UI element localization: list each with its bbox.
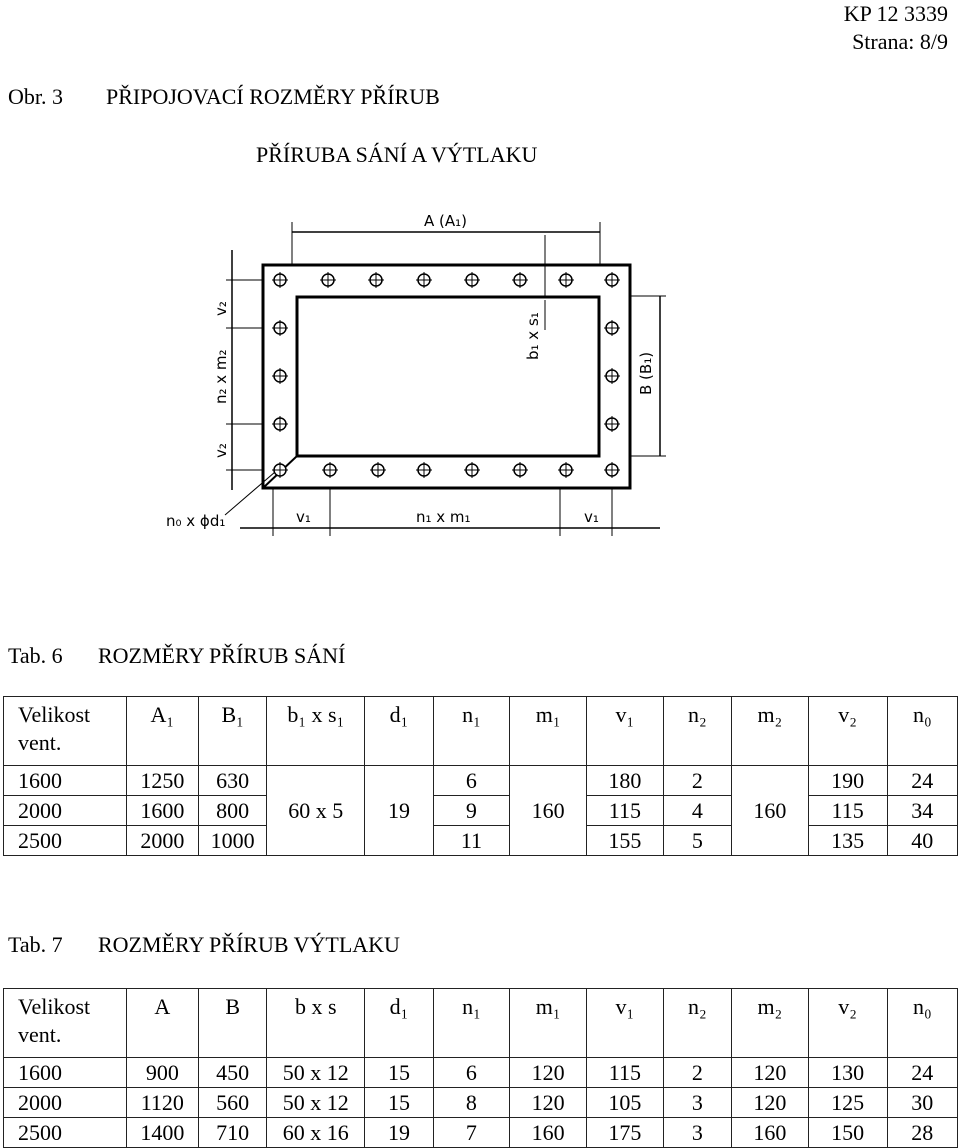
tab7-cell: 1120: [126, 1088, 198, 1118]
tab6-header-row: [4, 697, 958, 766]
tab7-cell: 50 x 12: [267, 1088, 365, 1118]
tab6-h-4: d₁: [365, 697, 433, 766]
table-row: [4, 766, 958, 796]
tab7-cell: 2: [663, 1058, 731, 1088]
tab7-cell: 120: [510, 1058, 587, 1088]
tab7-cell: 175: [587, 1118, 664, 1148]
tab7-cell: 2000: [4, 1088, 127, 1118]
table-row: [4, 1058, 958, 1088]
tab6-cell: 800: [199, 796, 267, 826]
tab6-h-11: n₀: [887, 697, 957, 766]
tab6-cell: 155: [587, 826, 664, 856]
tab6-cell: 2000: [126, 826, 198, 856]
tab6-cell: 11: [433, 826, 510, 856]
tab7-title: ROZMĚRY PŘÍRUB VÝTLAKU: [98, 932, 400, 957]
dim-bs-label: b₁ x s₁: [524, 312, 542, 360]
tab7-cell: 2500: [4, 1118, 127, 1148]
tab7-cell: 120: [731, 1058, 808, 1088]
tab6-h-3: b₁ x s₁: [267, 697, 365, 766]
tab7-cell: 28: [887, 1118, 957, 1148]
table-row: [4, 1088, 958, 1118]
tab6-h-6: m₁: [510, 697, 587, 766]
tab7-cell: 105: [587, 1088, 664, 1118]
tab6-h-7: v₁: [587, 697, 664, 766]
tab6-cell: 34: [887, 796, 957, 826]
tab7-cell: 19: [365, 1118, 433, 1148]
dim-b-label: B (B₁): [637, 351, 655, 395]
tab6-cell-merged: 60 x 5: [267, 766, 365, 856]
dim-n2m2-label: n₂ x m₂: [212, 349, 230, 404]
tab6-cell: 2000: [4, 796, 127, 826]
tab7-cell: 3: [663, 1088, 731, 1118]
tab7-cell: 1400: [126, 1118, 198, 1148]
page-number: Strana: 8/9: [852, 29, 948, 54]
tab6-h-1: A₁: [126, 697, 198, 766]
tab6-cell: 115: [808, 796, 887, 826]
tab7-h-0: Velikost vent.: [4, 989, 127, 1058]
tab7-table: [3, 988, 958, 1148]
tab6-cell: 1250: [126, 766, 198, 796]
tab7-header-row: [4, 989, 958, 1058]
tab7-cell: 450: [199, 1058, 267, 1088]
tab7-cell: 6: [433, 1058, 510, 1088]
tab6-cell: 630: [199, 766, 267, 796]
tab7-cell: 7: [433, 1118, 510, 1148]
tab6-title: ROZMĚRY PŘÍRUB SÁNÍ: [98, 643, 346, 668]
tab7-h-4: d₁: [365, 989, 433, 1058]
table-row: [4, 826, 958, 856]
tab7-h-9: m₂: [731, 989, 808, 1058]
tab7-cell: 15: [365, 1088, 433, 1118]
tab6-h-9: m₂: [731, 697, 808, 766]
tab7-cell: 160: [510, 1118, 587, 1148]
tab6-cell-merged: 160: [510, 766, 587, 856]
tab7-h-8: n₂: [663, 989, 731, 1058]
dim-v2-bottom-label: v₂: [212, 443, 230, 458]
tab7-cell: 30: [887, 1088, 957, 1118]
tab7-cell: 125: [808, 1088, 887, 1118]
tab6-cell: 135: [808, 826, 887, 856]
table-row: [4, 796, 958, 826]
tab7-h-3: b x s: [267, 989, 365, 1058]
tab7-cell: 1600: [4, 1058, 127, 1088]
tab6-cell: 6: [433, 766, 510, 796]
tab6-table: [3, 696, 958, 856]
tab7-h-7: v₁: [587, 989, 664, 1058]
tab6-cell: 40: [887, 826, 957, 856]
tab6-cell: 180: [587, 766, 664, 796]
tab7-h-5: n₁: [433, 989, 510, 1058]
tab7-h-1: A: [126, 989, 198, 1058]
tab6-cell: 24: [887, 766, 957, 796]
tab6-cell: 1600: [126, 796, 198, 826]
dim-v1-left-label: v₁: [296, 508, 311, 526]
dim-v1-right-label: v₁: [584, 508, 599, 526]
tab7-cell: 50 x 12: [267, 1058, 365, 1088]
tab7-cell: 60 x 16: [267, 1118, 365, 1148]
tab6-h-0: Velikost vent.: [4, 697, 127, 766]
tab6-cell: 115: [587, 796, 664, 826]
tab7-h-11: n₀: [887, 989, 957, 1058]
tab7-cell: 120: [731, 1088, 808, 1118]
tab7-cell: 15: [365, 1058, 433, 1088]
doc-code: KP 12 3339: [843, 1, 948, 26]
tab7-cell: 160: [731, 1118, 808, 1148]
tab7-cell: 8: [433, 1088, 510, 1118]
tab6-cell-merged: 19: [365, 766, 433, 856]
tab7-cell: 130: [808, 1058, 887, 1088]
tab6-cell: 2500: [4, 826, 127, 856]
flange-drawing: [0, 0, 960, 560]
tab6-cell: 9: [433, 796, 510, 826]
tab7-cell: 150: [808, 1118, 887, 1148]
tab6-h-10: v₂: [808, 697, 887, 766]
tab7-cell: 24: [887, 1058, 957, 1088]
dim-n1m1-label: n₁ x m₁: [416, 508, 471, 526]
tab6-h-5: n₁: [433, 697, 510, 766]
tab6-cell-merged: 160: [731, 766, 808, 856]
tab6-label: Tab. 6: [8, 643, 63, 668]
tab7-h-6: m₁: [510, 989, 587, 1058]
tab7-h-2: B: [199, 989, 267, 1058]
dim-a-label: A (A₁): [424, 212, 468, 230]
dim-n0d1-label: n₀ x ϕd₁: [166, 512, 226, 530]
figure-subtitle: PŘÍRUBA SÁNÍ A VÝTLAKU: [256, 142, 538, 167]
tab7-cell: 710: [199, 1118, 267, 1148]
tab7-cell: 115: [587, 1058, 664, 1088]
tab7-cell: 3: [663, 1118, 731, 1148]
tab6-cell: 2: [663, 766, 731, 796]
tab7-cell: 120: [510, 1088, 587, 1118]
dim-v2-top-label: v₂: [212, 301, 230, 316]
tab7-cell: 900: [126, 1058, 198, 1088]
table-row: [4, 1118, 958, 1148]
tab7-label: Tab. 7: [8, 932, 63, 957]
figure-title: PŘIPOJOVACÍ ROZMĚRY PŘÍRUB: [106, 84, 440, 109]
tab6-h-8: n₂: [663, 697, 731, 766]
figure-label: Obr. 3: [8, 84, 63, 109]
tab6-cell: 5: [663, 826, 731, 856]
tab6-cell: 190: [808, 766, 887, 796]
tab6-cell: 1000: [199, 826, 267, 856]
tab6-h-2: B₁: [199, 697, 267, 766]
tab7-cell: 560: [199, 1088, 267, 1118]
tab6-cell: 4: [663, 796, 731, 826]
tab6-cell: 1600: [4, 766, 127, 796]
tab7-h-10: v₂: [808, 989, 887, 1058]
